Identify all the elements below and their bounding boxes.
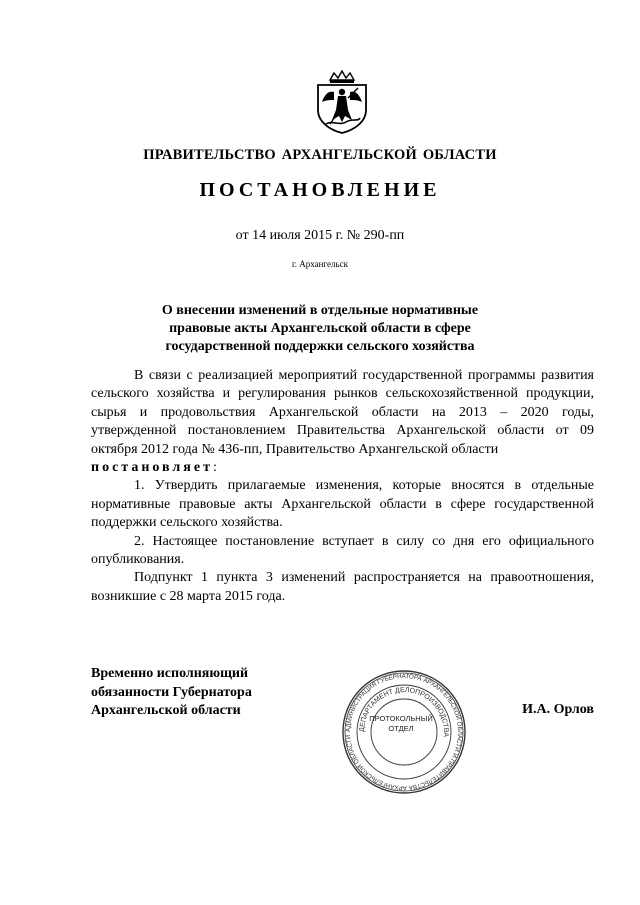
document-city: г. Архангельск <box>292 259 348 269</box>
document-title <box>140 302 500 356</box>
signer-name: И.А. Орлов <box>522 702 594 717</box>
stamp-center-line: ОТДЕЛ <box>388 724 414 733</box>
signer-position <box>91 665 311 721</box>
decree-word: постановляет <box>91 460 213 476</box>
organization-name: ПРАВИТЕЛЬСТВО АРХАНГЕЛЬСКОЙ ОБЛАСТИ <box>143 147 497 163</box>
document-type: ПОСТАНОВЛЕНИЕ <box>199 179 441 201</box>
document-title-line: О внесении изменений в отдельные нормативные <box>161 303 479 318</box>
archangel-coat-of-arms-icon <box>312 70 372 134</box>
signer-position-line: обязанности Губернатора <box>91 684 252 700</box>
signer-position-line: Временно исполняющий <box>91 666 249 681</box>
stamp-ring-text: АДМИНИСТРАЦИЯ ГУБЕРНАТОРА АРХАНГЕЛЬСКОЙ ОБЛАСТИ И ПРАВИТЕЛЬСТВА АРХАНГЕЛЬСКОЙ ОБЛАСТИ <box>344 672 464 792</box>
document-title-line: государственной поддержки сельского хозяйства <box>165 339 475 354</box>
preamble-paragraph: В связи с реализацией мероприятий государственной программы развития сельского хозяйства и регулирования рынков сельскохозяйственной продукции, сырья и продовольствия Архангельской области на 2013 – 2020 годы, утвержденной постановлением Правительства Архангельской области от 09 октября 2012 года № 436-пп, Правительство Архангельской области <box>91 368 594 457</box>
note-paragraph: Подпункт 1 пункта 3 изменений распространяется на правоотношения, возникшие с 28 марта 2015 года. <box>91 570 594 604</box>
decree-colon: : <box>212 460 217 476</box>
document-body <box>91 367 594 606</box>
signer-position-line: Архангельской области <box>91 703 241 718</box>
item-1-paragraph: 1. Утвердить прилагаемые изменения, которые вносятся в отдельные нормативные правовые акты Архангельской области в сфере государственной поддержки сельского хозяйства. <box>91 478 594 531</box>
stamp-inner-ring-text: ДЕПАРТАМЕНТ ДЕЛОПРОИЗВОДСТВА <box>358 686 450 738</box>
stamp-center-line: ПРОТОКОЛЬНЫЙ <box>369 714 433 723</box>
item-2-paragraph: 2. Настоящее постановление вступает в силу со дня его официального опубликования. <box>91 533 594 568</box>
document-date-number: от 14 июля 2015 г. № 290-пп <box>235 228 405 243</box>
document-title-line: правовые акты Архангельской области в сфере <box>169 321 471 336</box>
decree-line <box>91 459 594 477</box>
stamp-center <box>362 714 440 746</box>
